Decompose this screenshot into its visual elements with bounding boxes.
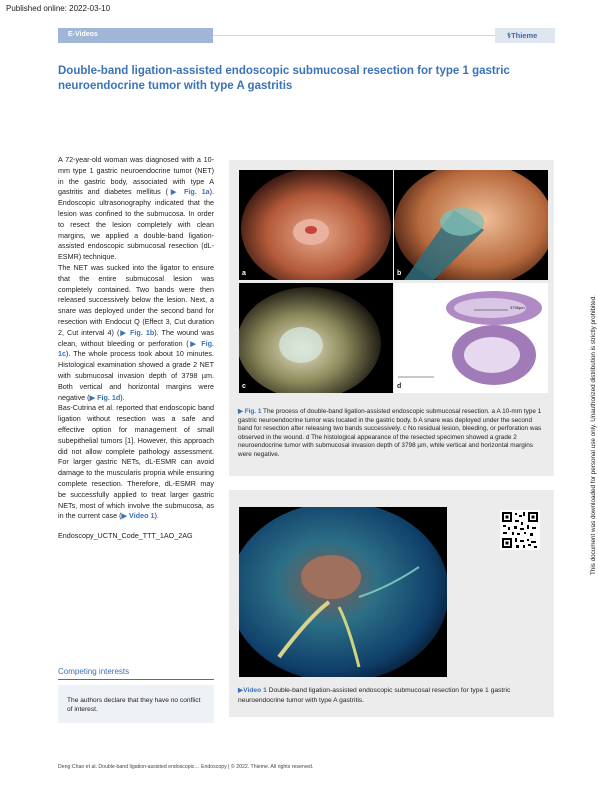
- endoscopy-image-b: [394, 170, 548, 280]
- panel-label-a: a: [242, 270, 246, 277]
- text: A 72-year-old woman was diagnosed with a 10-mm type 1 gastric neuroendocrine tumor (NET) in the gastric body, associated with type A gastritis and diabetes mellitus (: [58, 155, 214, 197]
- text: ).: [120, 392, 125, 402]
- text: ). The wound was clean, without bleeding or perforation (: [58, 327, 215, 348]
- publisher-name: Thieme: [511, 31, 538, 40]
- publisher-logo: [507, 31, 537, 40]
- panel-label-b: b: [397, 270, 402, 277]
- histology-measure-label: 3798μm: [510, 305, 525, 310]
- thieme-logo-icon: ⚕: [507, 31, 512, 40]
- section-label: E-Videos: [68, 31, 98, 38]
- fig-1b-link[interactable]: ▶ Fig. 1b: [119, 327, 155, 337]
- histology-image-d: [394, 283, 548, 393]
- download-notice: [589, 20, 598, 580]
- text: The NET was sucked into the ligator to ensure that the entire submucosal lesion was completely contained. Two bands were then released successively below the lesion. Next, a snare was deployed under the second band for resection with Endocut Q (Effect 3, Cut duration 2, Cut interval 4) (: [58, 262, 214, 337]
- paragraph-3: [58, 403, 214, 522]
- paragraph-1: [58, 155, 214, 263]
- endoscopy-image-c: [239, 283, 393, 393]
- text: Bas-Cutrina et al. reported that endoscopic band ligation without resection was a safe and effective option for management of small subepithelial tumors [1]. However, this approach did not allow complete pathology assessment. For larger gastric NETs, dL-ESMR can avoid damage to the muscularis propria while ensuring complete resection. Therefore, dL-ESMR may be successfully applied to treat larger gastric NETs, most of which involve the submucosa, as in the current case (: [58, 403, 214, 521]
- panel-label-c: c: [242, 383, 246, 390]
- competing-interests-text: The authors declare that they have no conflict of interest.: [67, 697, 201, 713]
- video-1-ref: ▶Video 1: [238, 687, 267, 694]
- qr-code[interactable]: [500, 510, 540, 550]
- article-body: [58, 155, 214, 542]
- figure-1-caption-text: The process of double-band ligation-assisted endoscopic submucosal resection. a A 10-mm type 1 gastric neuroendocrine tumor was located in the gastric body. b A snare was deployed under the second band for resection after releasing two bands successively. c No residual lesion, bleeding, or perforation was observed in the wound. d The histological appearance of the resected specimen showed a grade 2 neuroendocrine tumor with submucosal invasion depth of 3798 µm, while vertical and horizontal margins were negative.: [238, 408, 542, 458]
- panel-label-d: d: [397, 383, 402, 390]
- article-title: Double-band ligation-assisted endoscopic submucosal resection for type 1 gastric neuroendocrine tumor with type A gastritis: [58, 65, 510, 92]
- figure-1-ref: ▶ Fig. 1: [238, 408, 262, 415]
- video-1-caption-text: Double-band ligation-assisted endoscopic submucosal resection for type 1 gastric neuroendocrine tumor with type A gastritis.: [238, 687, 511, 704]
- download-notice-text: This document was downloaded for personal use only. Unauthorized distribution is strictly prohibited.: [590, 295, 597, 575]
- published-date: Published online: 2022-03-10: [6, 4, 111, 13]
- video-1-link[interactable]: ▶ Video 1: [121, 511, 155, 521]
- header-divider: [213, 35, 495, 36]
- text: ). Endoscopic ultrasonography indicated that the lesion was confined to the submucosa. In order to resect the lesion completely with clean margins, we applied a double-band ligation-assisted endoscopic submucosal resection (dL-ESMR) technique.: [58, 187, 214, 262]
- paragraph-2: [58, 263, 214, 403]
- fig-1a-link[interactable]: ▶ Fig. 1a: [168, 187, 210, 197]
- video-player[interactable]: [239, 507, 447, 677]
- video-1-caption: [238, 686, 548, 705]
- fig-1d-link[interactable]: ▶ Fig. 1d: [89, 392, 121, 402]
- text: ). The whole process took about 10 minutes. Histological examination showed a grade 2 NET with submucosal invasion depth of 3798 µm. Both vertical and horizontal margins were negative (: [58, 349, 214, 402]
- text: ).: [154, 511, 159, 521]
- uctn-code: Endoscopy_UCTN_Code_TTT_1AO_2AG: [58, 531, 193, 541]
- page-footer: Deng Chao et al. Double-band ligation-assisted endoscopic… Endoscopy | © 2022. Thieme. All rights reserved.: [58, 764, 314, 770]
- fig-1c-link[interactable]: ▶ Fig. 1c: [58, 338, 214, 359]
- endoscopy-image-a: [239, 170, 393, 280]
- figure-1-caption: [238, 408, 548, 460]
- competing-interests-heading: Competing interests: [58, 667, 214, 680]
